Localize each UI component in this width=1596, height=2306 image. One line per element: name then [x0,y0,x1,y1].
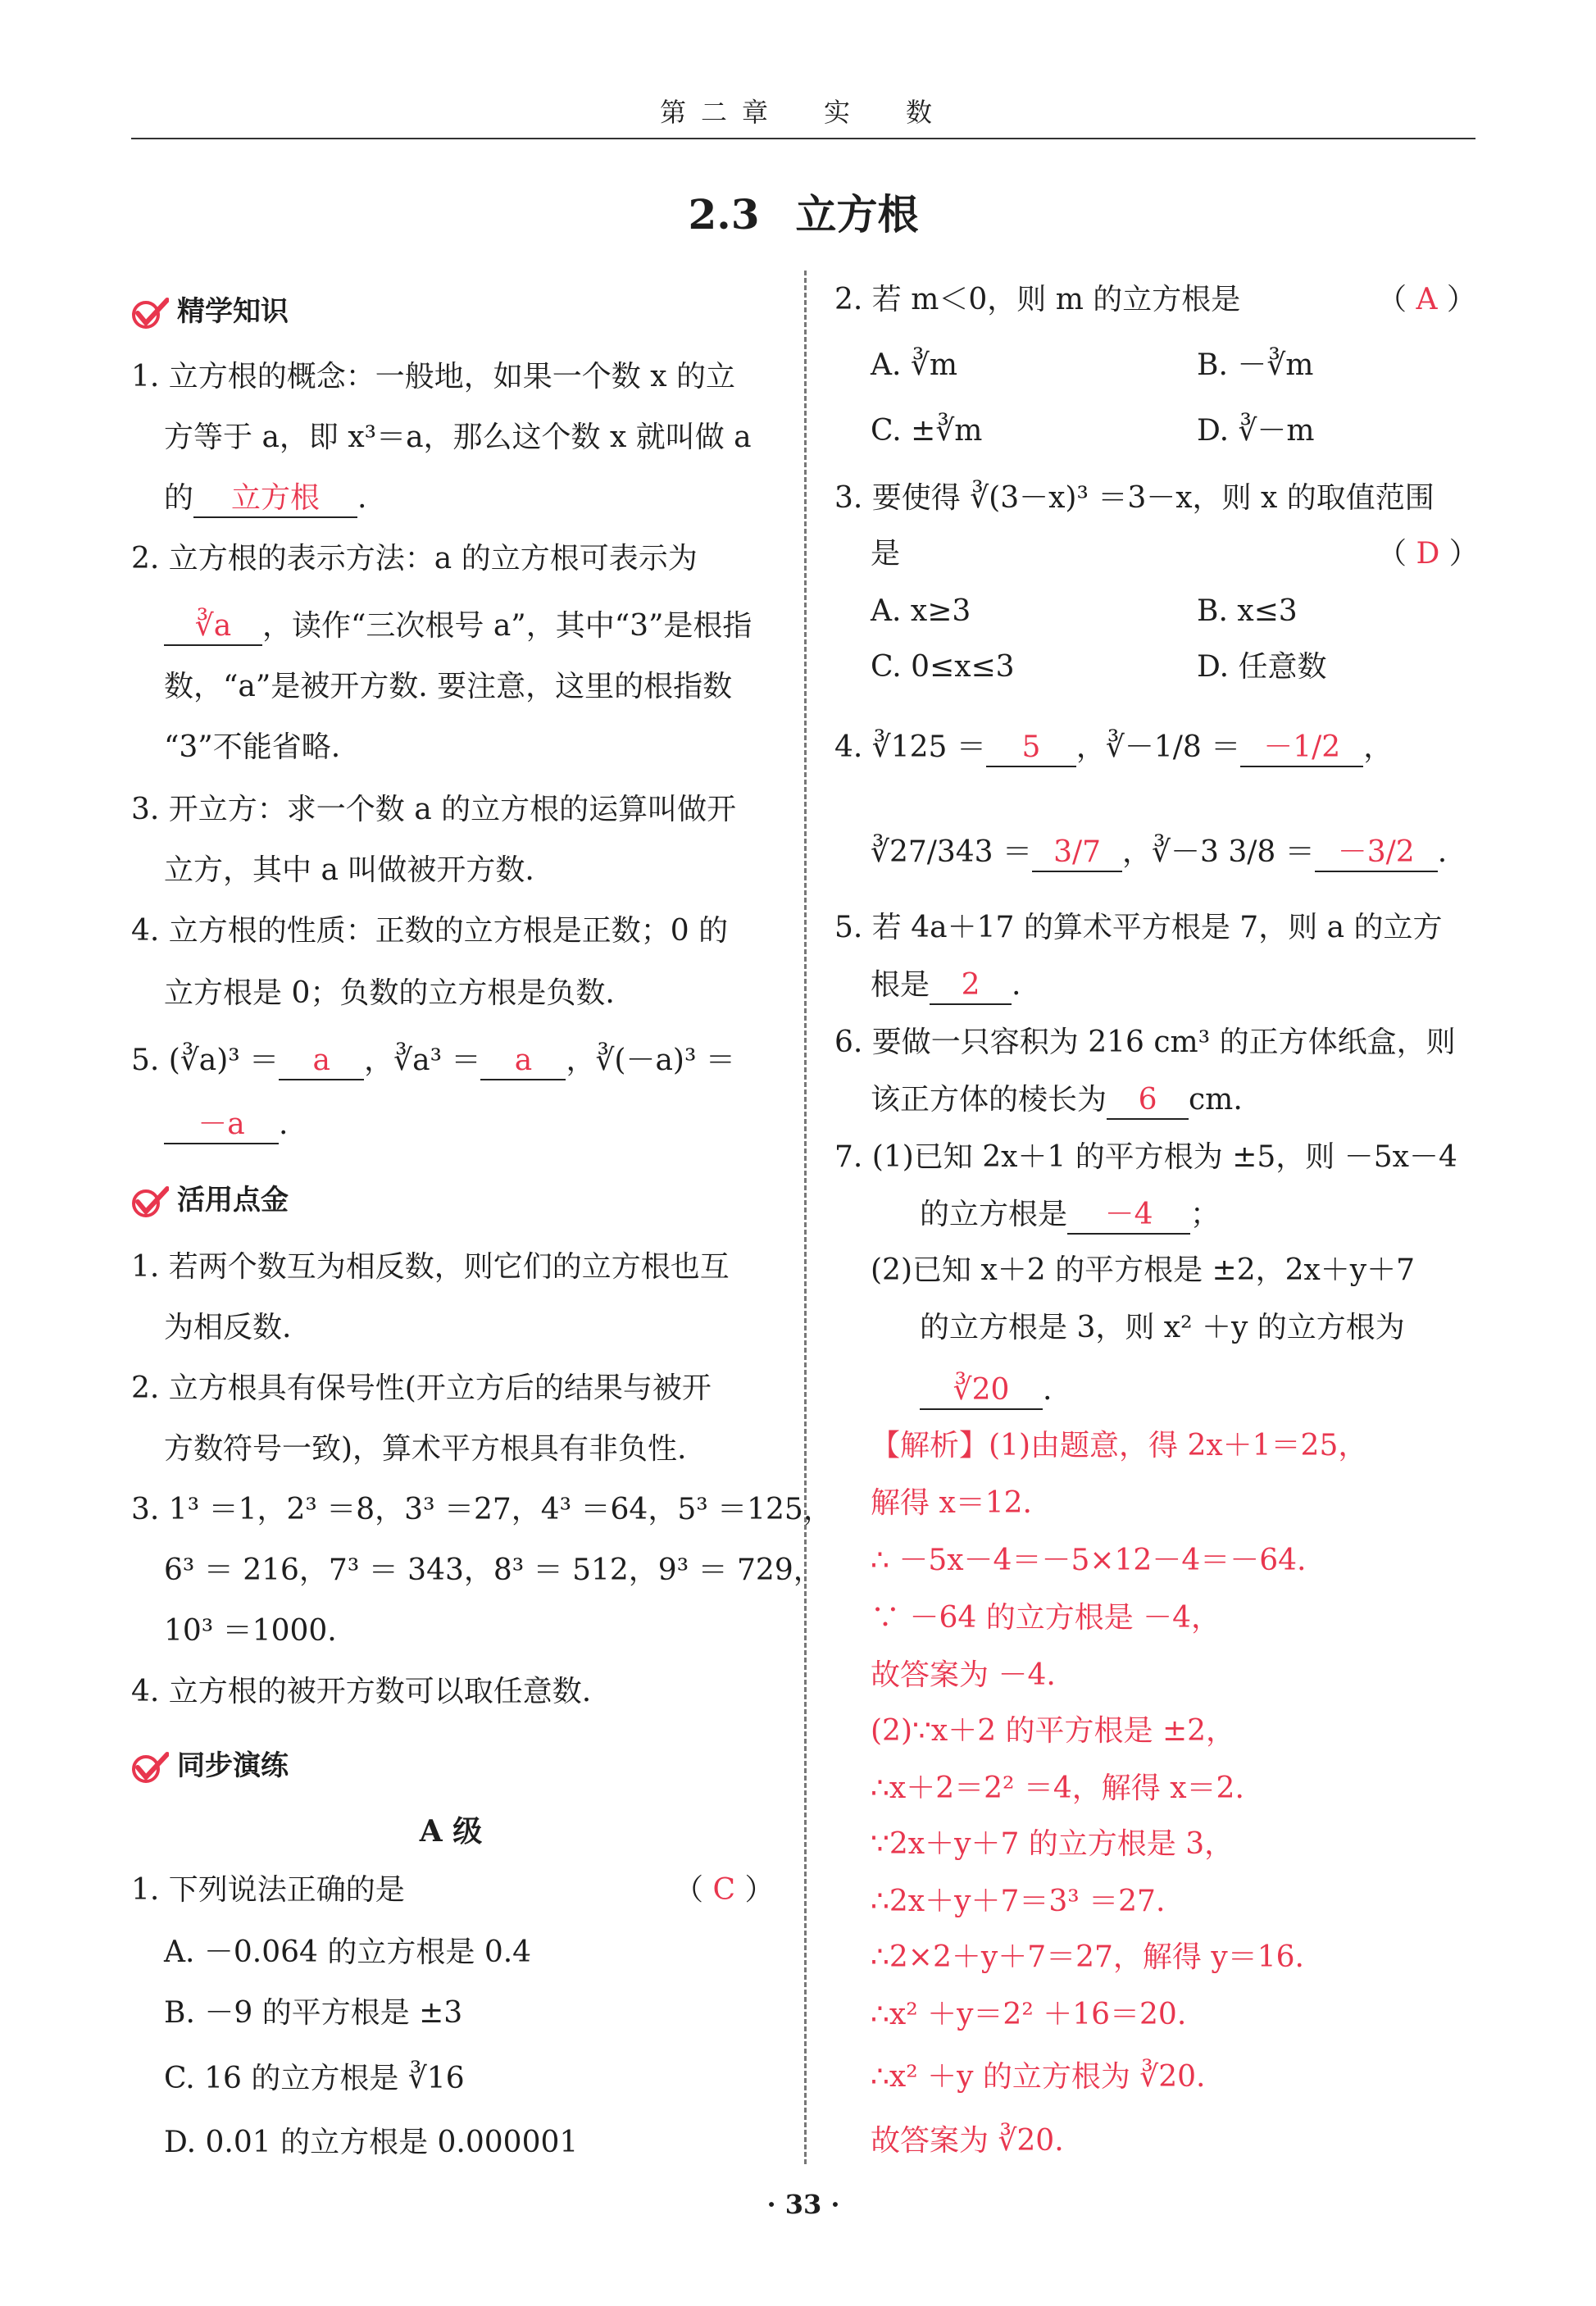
tips-3c: 10³ ＝1000. [164,1614,337,1648]
answer-blank: 6 [1107,1082,1189,1120]
option-c: C. 16 的立方根是 ∛16 [164,2062,465,2095]
solution-line: ∴x² ＋y 的立方根为 ∛20. [871,2060,1206,2094]
solution-line: ∵2x＋y＋7 的立方根是 3， [871,1827,1235,1861]
question-7d: 的立方根是 3，则 x² ＋y 的立方根为 [920,1311,1405,1344]
column-divider [804,271,807,2164]
knowledge-2b: ∛a ，读作“三次根号 a”，其中“3”是根指 [164,608,752,646]
checkmark-icon [131,1751,169,1784]
choice-answer: C [712,1873,735,1907]
tips-1b: 为相反数. [164,1311,292,1344]
option-a: A. －0.064 的立方根是 0.4 [164,1935,532,1969]
option-b: B. －∛m [1197,348,1314,382]
answer-blank: 3/7 [1032,835,1122,872]
section-title [131,182,1476,241]
tips-2b: 方数符号一致)，算术平方根具有非负性. [164,1432,687,1466]
question-1: 1. 下列说法正确的是 [131,1873,405,1907]
answer-blank: －3/2 [1315,835,1438,872]
answer-blank: －a [164,1107,279,1144]
answer-blank: －1/2 [1240,730,1363,767]
question-4-row1: 4. ∛125 ＝ 5 ，∛－1/8 ＝ －1/2 ， [834,730,1393,767]
tips-4: 4. 立方根的被开方数可以取任意数. [131,1675,592,1708]
level-label: A 级 [419,1814,483,1849]
knowledge-4b: 立方根是 0；负数的立方根是负数. [164,976,615,1010]
knowledge-5b: －a . [164,1107,288,1144]
option-b: B. －9 的平方根是 ±3 [164,1996,463,2030]
page-number: · 33 · [766,2189,840,2220]
section-heading-tongbu: 同步演练 [131,1743,289,1784]
solution-line: ∴2x＋y＋7＝3³ ＝27. [871,1885,1166,1918]
solution-line: ∴x＋2＝2² ＝4，解得 x＝2. [871,1772,1244,1805]
option-d: D. 0.01 的立方根是 0.000001 [164,2126,579,2159]
solution-line: ∵ －64 的立方根是 －4， [871,1601,1221,1635]
answer-paren: （ C ） [674,1873,775,1907]
solution-line: 解得 x＝12. [871,1486,1032,1520]
header-rule [131,138,1476,139]
section-heading-huoyong: 活用点金 [131,1177,289,1218]
option-c: C. 0≤x≤3 [871,650,1015,684]
choice-answer: A [1416,283,1438,316]
answer-blank: 2 [930,967,1012,1005]
question-6a: 6. 要做一只容积为 216 cm³ 的正方体纸盒，则 [834,1026,1456,1059]
solution-line: ∴2×2＋y＋7＝27，解得 y＝16. [871,1940,1304,1974]
question-5b: 根是 2 . [871,967,1021,1005]
answer-blank: －4 [1067,1197,1190,1235]
checkmark-icon [131,297,169,330]
question-7a: 7. (1)已知 2x＋1 的平方根为 ±5，则 －5x－4 [834,1140,1457,1174]
answer-blank: ∛20 [920,1372,1043,1410]
solution-line: 故答案为 ∛20. [871,2124,1064,2158]
chapter-header: 第二章 实 数 [659,97,947,128]
answer-blank: a [480,1043,566,1080]
choice-answer: D [1416,537,1440,571]
option-a: A. ∛m [871,348,957,382]
knowledge-3a: 3. 开立方：求一个数 a 的立方根的运算叫做开 [131,793,737,826]
solution-line: 【解析】(1)由题意，得 2x＋1＝25， [871,1429,1368,1462]
section-number: 2.3 [688,190,760,239]
section-name: 立方根 [795,190,919,239]
option-d: D. 任意数 [1197,650,1327,684]
checkmark-icon [131,1185,169,1218]
question-6b: 该正方体的棱长为 6 cm. [871,1082,1243,1120]
answer-blank: 5 [986,730,1076,767]
option-c: C. ±∛m [871,414,983,448]
solution-line: ∴ －5x－4＝－5×12－4＝－64. [871,1544,1307,1577]
tips-3a: 3. 1³ ＝1，2³ ＝8，3³ ＝27，4³ ＝64，5³ ＝125， [131,1493,833,1526]
question-4-row2: ∛27/343 ＝ 3/7 ，∛－3 3/8 ＝ －3/2 . [871,835,1447,872]
section-heading-jingxue: 精学知识 [131,289,289,330]
answer-blank: a [279,1043,364,1080]
knowledge-1c: 的 立方根 . [164,480,366,518]
tips-1a: 1. 若两个数互为相反数，则它们的立方根也互 [131,1250,730,1284]
option-a: A. x≥3 [871,594,971,628]
question-2: 2. 若 m＜0，则 m 的立方根是 [834,283,1241,316]
option-b: B. x≤3 [1197,594,1298,628]
answer-blank: 立方根 [193,480,357,518]
question-7b: 的立方根是 －4 ； [920,1197,1220,1235]
knowledge-2a: 2. 立方根的表示方法：a 的立方根可表示为 [131,542,698,575]
answer-paren: （ D ） [1377,537,1479,571]
question-3a: 3. 要使得 ∛(3－x)³ ＝3－x，则 x 的取值范围 [834,481,1435,515]
tips-2a: 2. 立方根具有保号性(开立方后的结果与被开 [131,1371,712,1405]
knowledge-2c: 数，“a”是被开方数. 要注意，这里的根指数 [164,670,733,703]
question-7e: ∛20 . [920,1372,1052,1410]
option-d: D. ∛－m [1197,414,1315,448]
answer-blank: ∛a [164,608,262,646]
question-5a: 5. 若 4a＋17 的算术平方根是 7，则 a 的立方 [834,911,1443,944]
knowledge-3b: 立方，其中 a 叫做被开方数. [164,853,534,887]
knowledge-4a: 4. 立方根的性质：正数的立方根是正数；0 的 [131,914,729,948]
question-3b: 是 [871,537,901,571]
solution-line: 故答案为 －4. [871,1658,1056,1692]
knowledge-1b: 方等于 a，即 x³＝a，那么这个数 x 就叫做 a [164,421,752,454]
knowledge-1a: 1. 立方根的概念：一般地，如果一个数 x 的立 [131,360,735,393]
solution-line: (2)∵x＋2 的平方根是 ±2， [871,1714,1236,1748]
knowledge-2d: “3”不能省略. [164,730,341,764]
knowledge-5a: 5. (∛a)³ ＝ a ，∛a³ ＝ a ，∛(－a)³ ＝ [131,1043,735,1080]
solution-line: ∴x² ＋y＝2² ＋16＝20. [871,1998,1187,2031]
question-7c: (2)已知 x＋2 的平方根是 ±2，2x＋y＋7 [871,1253,1416,1287]
tips-3b: 6³ ＝ 216，7³ ＝ 343，8³ ＝ 512，9³ ＝ 729， [164,1553,823,1587]
answer-paren: （ A ） [1377,283,1476,316]
